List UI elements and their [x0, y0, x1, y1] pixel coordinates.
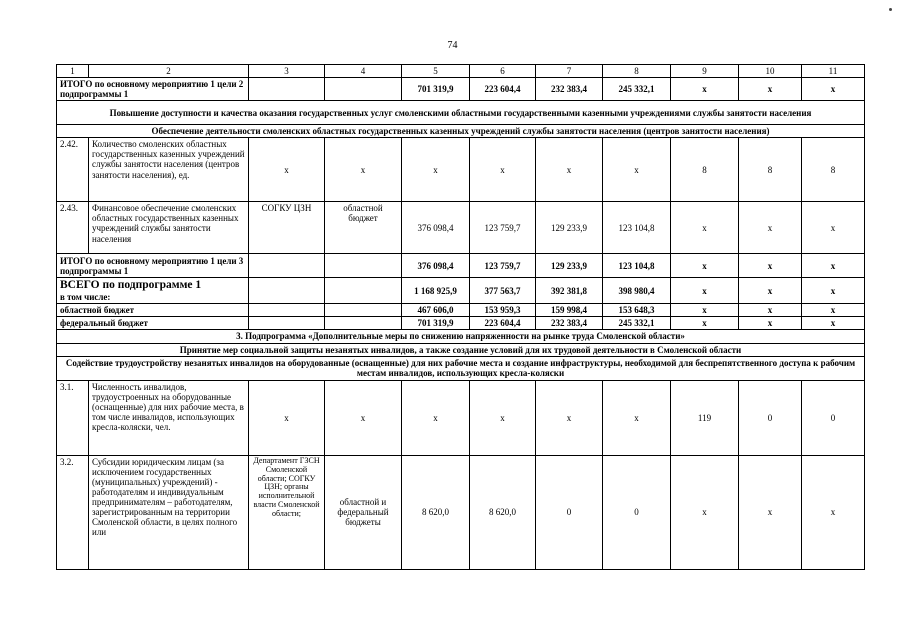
cell: 159 998,4: [536, 304, 603, 317]
table-row: [57, 455, 865, 569]
cell: 376 098,4: [402, 202, 470, 254]
section-heading-row: [57, 343, 865, 356]
cell: 153 648,3: [603, 304, 671, 317]
cell: 398 980,4: [603, 278, 671, 304]
cell: 8: [671, 138, 739, 202]
vsego-label: ВСЕГО по подпрограмме 1: [60, 279, 202, 292]
cell: x: [739, 254, 802, 278]
row-name: Количество смоленских областных государственных казенных учреждений службы занятости населения (центров занятости населения), ед.: [89, 138, 249, 202]
cell: 376 098,4: [402, 254, 470, 278]
table-row: [57, 138, 865, 202]
cell: 129 233,9: [536, 202, 603, 254]
cell: 392 381,8: [536, 278, 603, 304]
cell: x: [671, 304, 739, 317]
source-cell: областной и федеральный бюджеты: [325, 455, 402, 569]
executor-cell: Департамент ГЗСН Смоленской области; СОГКУ ЦЗН; органы исполнительной власти Смоленской области;: [249, 455, 325, 569]
cell: 119: [671, 380, 739, 455]
row-name: Численность инвалидов, трудоустроенных на оборудованные (оснащенные) для них рабочие места, в том числе инвалидов, использующих кресла-коляски, чел.: [89, 380, 249, 455]
row-number: 3.1.: [57, 380, 89, 455]
source-cell: областной бюджет: [325, 202, 402, 254]
cell: x: [470, 138, 536, 202]
cell: x: [325, 380, 402, 455]
cell: 701 319,9: [402, 317, 470, 330]
itogo-label: ИТОГО по основному мероприятию 1 цели 2 подпрограммы 1: [57, 78, 249, 101]
row-number: 2.43.: [57, 202, 89, 254]
cell: x: [603, 380, 671, 455]
col-header: 4: [325, 65, 402, 78]
itogo-row: [57, 254, 865, 278]
cell: 8: [802, 138, 865, 202]
cell: x: [671, 254, 739, 278]
cell: 123 759,7: [470, 254, 536, 278]
section-heading-row: [57, 125, 865, 138]
cell: x: [249, 380, 325, 455]
cell: x: [671, 455, 739, 569]
cell: 0: [802, 380, 865, 455]
cell: x: [603, 138, 671, 202]
col-header: 7: [536, 65, 603, 78]
budget-row: [57, 317, 865, 330]
col-header: 1: [57, 65, 89, 78]
cell: x: [802, 78, 865, 101]
budget-label: областной бюджет: [57, 304, 249, 317]
cell: x: [739, 78, 802, 101]
table-row: [57, 380, 865, 455]
cell: x: [739, 304, 802, 317]
section-heading-row: [57, 101, 865, 125]
cell: x: [671, 78, 739, 101]
cell: 123 104,8: [603, 202, 671, 254]
scan-speck: [889, 8, 892, 11]
cell: 0: [739, 380, 802, 455]
goal-heading: Принятие мер социальной защиты незанятых инвалидов, а также создание условий для их трудовой деятельности в Смоленской области: [57, 343, 865, 356]
cell: x: [671, 278, 739, 304]
executor-cell: СОГКУ ЦЗН: [249, 202, 325, 254]
row-name: Финансовое обеспечение смоленских областных государственных казенных учреждений службы занятости населения: [89, 202, 249, 254]
cell: 223 604,4: [470, 317, 536, 330]
col-header: 3: [249, 65, 325, 78]
cell: x: [802, 455, 865, 569]
cell: x: [739, 202, 802, 254]
row-number: 2.42.: [57, 138, 89, 202]
col-header: 6: [470, 65, 536, 78]
col-header: 5: [402, 65, 470, 78]
section-heading-row: [57, 330, 865, 343]
cell: 8: [739, 138, 802, 202]
section-measure-heading: Обеспечение деятельности смоленских областных государственных казенных учреждений службы занятости населения (центров занятости населения): [57, 125, 865, 138]
row-number: 3.2.: [57, 455, 89, 569]
cell: 245 332,1: [603, 78, 671, 101]
cell: 0: [603, 455, 671, 569]
cell: x: [671, 317, 739, 330]
section-heading-row: [57, 356, 865, 380]
cell: 245 332,1: [603, 317, 671, 330]
col-header: 8: [603, 65, 671, 78]
cell: 377 563,7: [470, 278, 536, 304]
cell: 232 383,4: [536, 317, 603, 330]
itogo-label: ИТОГО по основному мероприятию 1 цели 3 подпрограммы 1: [57, 254, 249, 278]
cell: x: [802, 278, 865, 304]
row-name: Субсидии юридическим лицам (за исключением государственных (муниципальных) учреждений) - работодателям и индивидуальным предпринимателям – работодателям, зарегистрированным на территории Смоленской области, в целях полного или: [89, 455, 249, 569]
cell: 1 168 925,9: [402, 278, 470, 304]
measure-heading: Содействие трудоустройству незанятых инвалидов на оборудованные (оснащенные) для них рабочие места и создание инфраструктуры, необходимой для беспрепятственного доступа к рабочим местам инвалидов, использующих кресла-коляски: [57, 356, 865, 380]
cell: x: [739, 317, 802, 330]
cell: x: [325, 138, 402, 202]
cell: x: [739, 455, 802, 569]
cell: x: [402, 380, 470, 455]
cell: 232 383,4: [536, 78, 603, 101]
cell: 467 606,0: [402, 304, 470, 317]
cell: x: [671, 202, 739, 254]
col-header: 2: [89, 65, 249, 78]
table-row: [57, 202, 865, 254]
cell: x: [402, 138, 470, 202]
col-header: 11: [802, 65, 865, 78]
cell: x: [802, 202, 865, 254]
subprogram-heading: 3. Подпрограмма «Дополнительные меры по снижению напряженности на рынке труда Смоленской области»: [57, 330, 865, 343]
cell: 0: [536, 455, 603, 569]
vsego-row: [57, 278, 865, 304]
page-number: 74: [447, 40, 458, 51]
itogo-row: [57, 78, 865, 101]
cell: 223 604,4: [470, 78, 536, 101]
budget-table: [56, 64, 865, 570]
cell: 701 319,9: [402, 78, 470, 101]
cell: 123 759,7: [470, 202, 536, 254]
cell: x: [739, 278, 802, 304]
vsego-sub-label: в том числе:: [60, 292, 111, 303]
cell: x: [536, 138, 603, 202]
cell: 8 620,0: [402, 455, 470, 569]
column-header-row: [57, 65, 865, 78]
cell: x: [802, 254, 865, 278]
cell: 8 620,0: [470, 455, 536, 569]
budget-row: [57, 304, 865, 317]
section-goal-heading: Повышение доступности и качества оказания государственных услуг смоленскими областными государственными казенными учреждениями службы занятости населения: [57, 101, 865, 125]
cell: 123 104,8: [603, 254, 671, 278]
col-header: 10: [739, 65, 802, 78]
cell: 153 959,3: [470, 304, 536, 317]
cell: x: [536, 380, 603, 455]
cell: x: [802, 304, 865, 317]
cell: x: [470, 380, 536, 455]
budget-label: федеральный бюджет: [57, 317, 249, 330]
cell: x: [802, 317, 865, 330]
col-header: 9: [671, 65, 739, 78]
cell: x: [249, 138, 325, 202]
cell: 129 233,9: [536, 254, 603, 278]
